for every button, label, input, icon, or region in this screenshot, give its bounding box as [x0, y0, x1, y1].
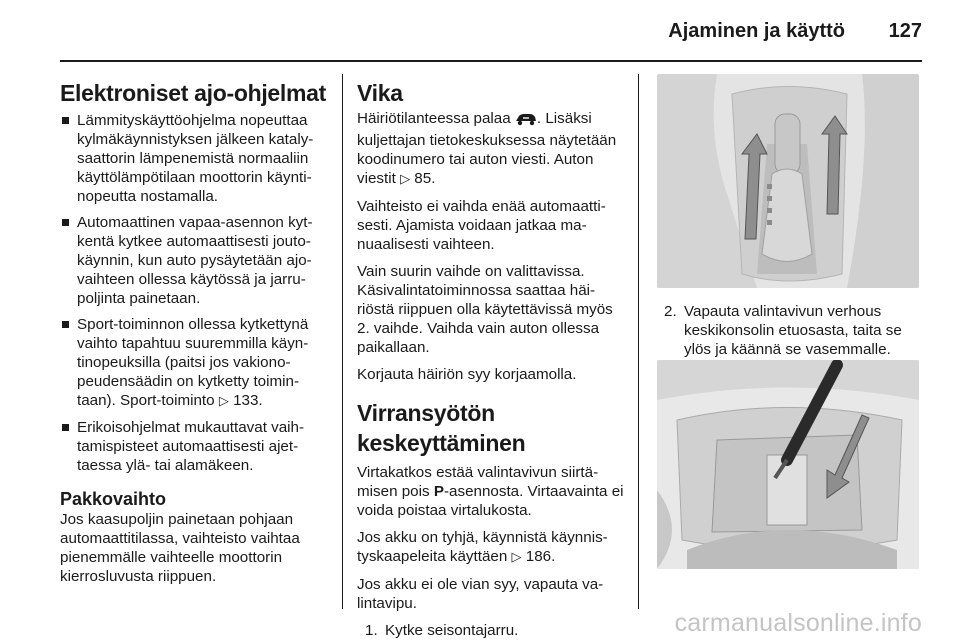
paragraph [357, 463, 627, 520]
paragraph [357, 528, 627, 567]
list-item [60, 213, 328, 308]
paragraph: Jos akku ei ole vian syy, vapauta valintavipu. [357, 576, 604, 612]
triangle-right-icon: ▷ [218, 394, 229, 409]
car-wrench-icon [515, 112, 537, 131]
text-run: -asennosta. Virtaavainta ei voida poistaa virtalukosta. [357, 483, 624, 519]
triangle-right-icon: ▷ [400, 172, 411, 187]
column-1 [60, 80, 328, 594]
list-item-text: Automaattinen vapaa-asennon kytkentä kytkee automaattisesti joutokäynnin, kun auto pysäytetään ajovaihteen ollessa käytössä ja jarrupoljinta painetaan. [77, 214, 313, 307]
paragraph: Jos kaasupoljin painetaan pohjaan automaattitilassa, vaihteisto vaihtaa pienemmälle vaihteelle moottorin kierrosluvusta riippuen. [60, 511, 300, 585]
list-item-text: Erikoisohjelmat mukauttavat vaihtamispisteet automaattisesti ajettaessa ylä- tai alamäkeen. [77, 419, 305, 474]
step-number: 2. [664, 303, 677, 320]
list-item [60, 111, 328, 206]
triangle-right-icon: ▷ [511, 550, 522, 565]
text-run: Jos akku on tyhjä, käynnistä käynnistyskaapeleita käyttäen [357, 529, 608, 565]
paragraph: Vain suurin vaihde on valittavissa. Käsivalintatoiminnossa saattaa häiriöstä riippuen olla käytettävissä myös 2. vaihde. Vaihda vain auton ollessa paikallaan. [357, 263, 613, 356]
text-run: Virtakatkos estää valintavivun siirtämisen pois [357, 464, 599, 500]
step-number: 1. [365, 622, 378, 639]
section-heading-fault: Vika [357, 80, 403, 106]
numbered-step [357, 621, 627, 640]
step-text: Kytke seisontajarru. [385, 622, 519, 639]
column-3-text [657, 302, 927, 359]
gear-position-label: P [433, 483, 444, 500]
list-item [60, 418, 328, 475]
header-rule [60, 60, 922, 62]
page-reference-link[interactable]: 133. [233, 392, 263, 409]
paragraph: Korjauta häiriön syy korjaamolla. [357, 366, 577, 383]
page-reference-link[interactable]: 186. [525, 548, 556, 565]
list-item [60, 315, 328, 411]
step-text: Vapauta valintavivun verhous keskikonsolin etuosasta, taita se ylös ja käännä se vasemmalle. [684, 303, 902, 358]
section-heading-power-interruption [357, 398, 627, 458]
bullet-square-icon [62, 321, 69, 328]
text-run: . Lisäksi kuljettajan tietokeskuksessa näytetään koodinumero tai auton viesti. Auton viestit [357, 110, 617, 187]
bullet-square-icon [62, 219, 69, 226]
text-run: Häiriötilanteessa palaa [357, 110, 511, 127]
figure-gear-selector [657, 74, 919, 288]
page-header-title: Ajaminen ja käyttö [668, 20, 845, 42]
watermark: carmanualsonline.info [674, 609, 922, 637]
list-item-text: Sport-toiminnon ollessa kytkettynä vaihto tapahtuu suuremmilla käyntinopeuksilla (paitsi jos vakionopeudensäädin on kytketty toimintaan). Sport-toiminto [77, 316, 309, 409]
figure-console-cover-release [657, 360, 919, 569]
page-reference-link[interactable]: 85. [414, 170, 436, 187]
numbered-step [657, 302, 927, 359]
heading-line: Virransyötön [357, 400, 495, 426]
list-item-text: Lämmityskäyttöohjelma nopeuttaa kylmäkäynnistyksen jälkeen katalysaattorin lämpenemistä normaaliin käyttölämpötilaan moottorin käyntinopeutta nostamalla. [77, 112, 314, 205]
column-divider-1 [342, 74, 343, 609]
paragraph [357, 109, 627, 189]
section-heading-electronic-programs: Elektroniset ajo-ohjelmat [60, 80, 327, 106]
bullet-square-icon [62, 117, 69, 124]
column-divider-2 [638, 74, 639, 609]
heading-line: keskeyttäminen [357, 430, 526, 456]
bullet-square-icon [62, 424, 69, 431]
paragraph: Vaihteisto ei vaihda enää automaattisesti. Ajamista voidaan jatkaa manuaalisesti vaihteen. [357, 198, 606, 253]
column-2 [357, 80, 627, 640]
subheading-kickdown: Pakkovaihto [60, 489, 167, 509]
page-number: 127 [888, 20, 922, 42]
